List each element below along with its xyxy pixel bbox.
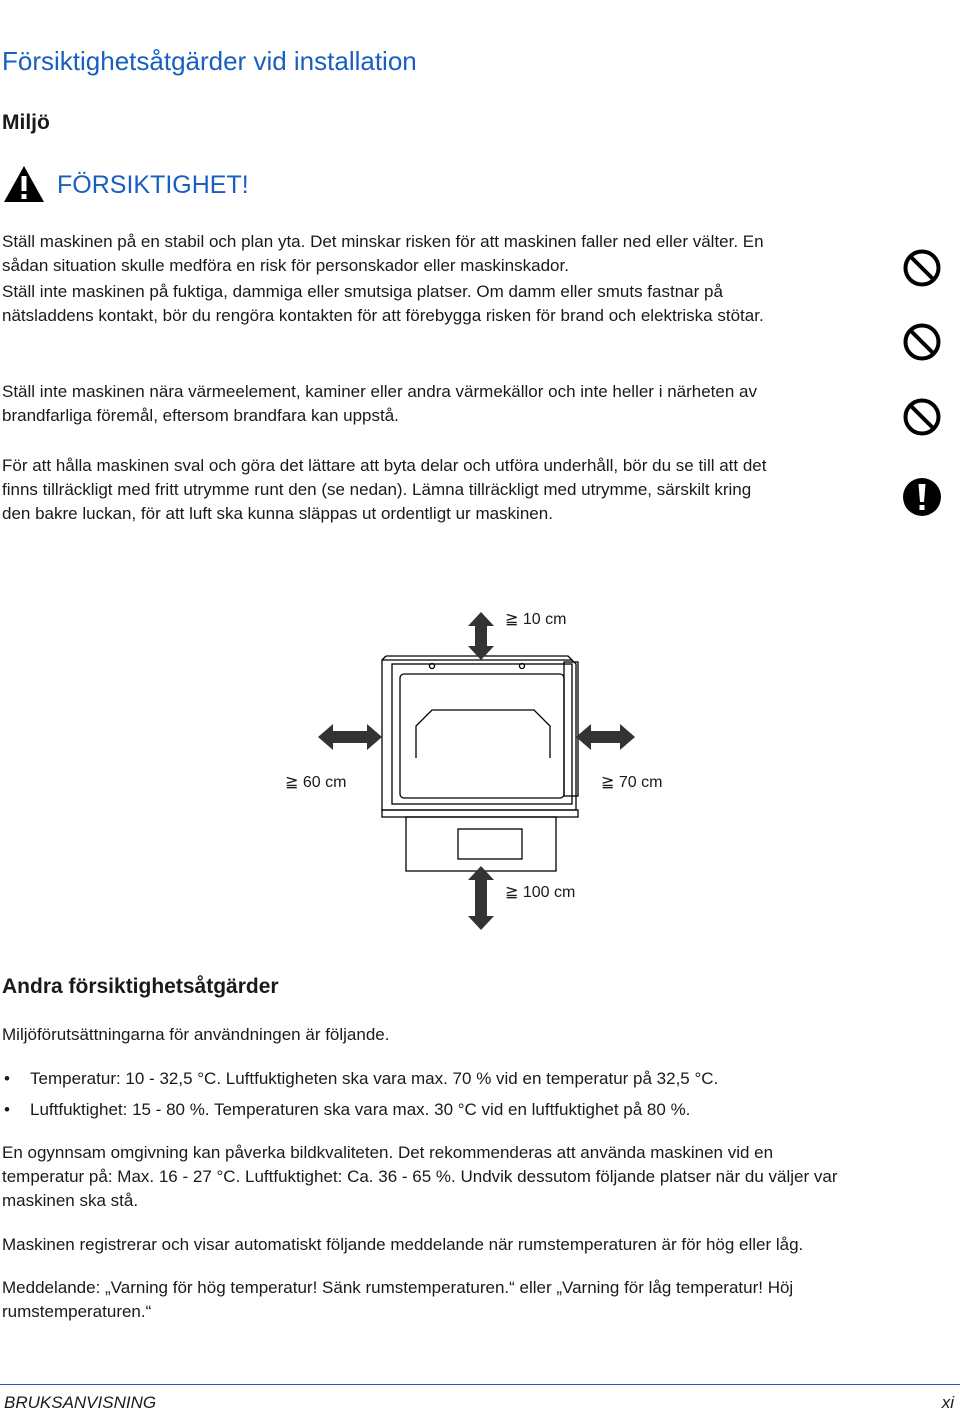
paragraph-line: temperatur på: Max. 16 - 27 °C. Luftfuktighet: Ca. 36 - 65 %. Undvik dessutom följande platser när du väljer var: [2, 1167, 838, 1186]
paragraph-heat-sources: [2, 380, 882, 428]
footer-manual-name: BRUKSANVISNING: [4, 1393, 157, 1412]
paragraph-line: En ogynnsam omgivning kan påverka bildkvaliteten. Det rekommenderas att använda maskinen vid en: [2, 1143, 774, 1162]
paragraph-line: Ställ inte maskinen nära värmeelement, kaminer eller andra värmekällor och inte heller i närheten av: [2, 382, 757, 401]
mandatory-action-icon: [902, 477, 942, 517]
intro-text: Miljöförutsättningarna för användningen är följande.: [2, 1025, 390, 1044]
prohibition-icon: [902, 322, 942, 362]
paragraph-stable-surface: [2, 230, 882, 278]
clearance-left-label: ≧ 60 cm: [285, 774, 347, 791]
clearance-top-label: ≧ 10 cm: [505, 611, 567, 628]
bottom-arrow: [468, 866, 494, 930]
paragraph-line: brandfarliga föremål, eftersom brandfara kan uppstå.: [2, 406, 399, 425]
paragraph-line: För att hålla maskinen sval och göra det lättare att byta delar och utföra underhåll, bör du se till att det: [2, 456, 767, 475]
top-arrow: [468, 612, 494, 660]
list-item-text: Temperatur: 10 - 32,5 °C. Luftfuktigheten ska vara max. 70 % vid en temperatur på 32,5 °C.: [30, 1069, 719, 1088]
printer-outline: [382, 656, 578, 871]
paragraph-line: Meddelande: „Varning för hög temperatur! Sänk rumstemperaturen.“ eller „Varning för låg temperatur! Höj: [2, 1278, 794, 1297]
paragraph-humid-places: [2, 280, 852, 328]
warning-triangle-icon: [2, 164, 46, 204]
clearance-bottom-label: ≧ 100 cm: [505, 884, 576, 901]
left-arrow: [318, 724, 382, 750]
clearance-right-label: ≧ 70 cm: [601, 774, 663, 791]
footer-page-number: xi: [941, 1393, 954, 1412]
paragraph-line: maskinen ska stå.: [2, 1191, 139, 1210]
bullet-symbol: •: [4, 1069, 10, 1088]
prohibition-icon: [902, 397, 942, 437]
paragraph-line: sådan situation skulle medföra en risk för personskador eller maskinskador.: [2, 256, 569, 275]
paragraph-line: rumstemperaturen.“: [2, 1302, 152, 1321]
paragraph-line: Ställ inte maskinen på fuktiga, dammiga eller smutsiga platser. Om damm eller smuts fastnar på: [2, 282, 723, 301]
paragraph-line: den bakre luckan, för att luft ska kunna släppas ut ordentligt ur maskinen.: [2, 504, 553, 523]
footer-divider: [0, 1384, 960, 1385]
list-item: [2, 1098, 902, 1122]
section-heading-other-precautions: Andra försiktighetsåtgärder: [2, 975, 279, 998]
paragraph-message: [2, 1276, 957, 1324]
list-item-text: Luftfuktighet: 15 - 80 %. Temperaturen ska vara max. 30 °C vid en luftfuktighet på 80 %.: [30, 1100, 691, 1119]
bullet-symbol: •: [4, 1100, 10, 1119]
page-title: Försiktighetsåtgärder vid installation: [2, 46, 417, 76]
clearance-diagram: [254, 598, 694, 934]
list-item: [2, 1067, 902, 1091]
paragraph-line: nätsladdens kontakt, bör du rengöra kontakten för att förebygga risken för brand och elektriska stötar.: [2, 306, 764, 325]
paragraph-temperature-register: Maskinen registrerar och visar automatiskt följande meddelande när rumstemperaturen är för hög eller låg.: [2, 1235, 804, 1254]
caution-label: FÖRSIKTIGHET!: [57, 171, 249, 199]
paragraph-line: Ställ maskinen på en stabil och plan yta. Det minskar risken för att maskinen faller ned eller välter. En: [2, 232, 764, 251]
caution-block: [2, 164, 46, 204]
paragraph-image-quality: [2, 1141, 957, 1213]
paragraph-line: finns tillräckligt med fritt utrymme runt den (se nedan). Lämna tillräckligt med utrymme, särskilt kring: [2, 480, 752, 499]
paragraph-free-space: [2, 454, 882, 526]
prohibition-icon: [902, 248, 942, 288]
section-heading-environment: Miljö: [2, 111, 50, 134]
right-arrow: [576, 724, 635, 750]
